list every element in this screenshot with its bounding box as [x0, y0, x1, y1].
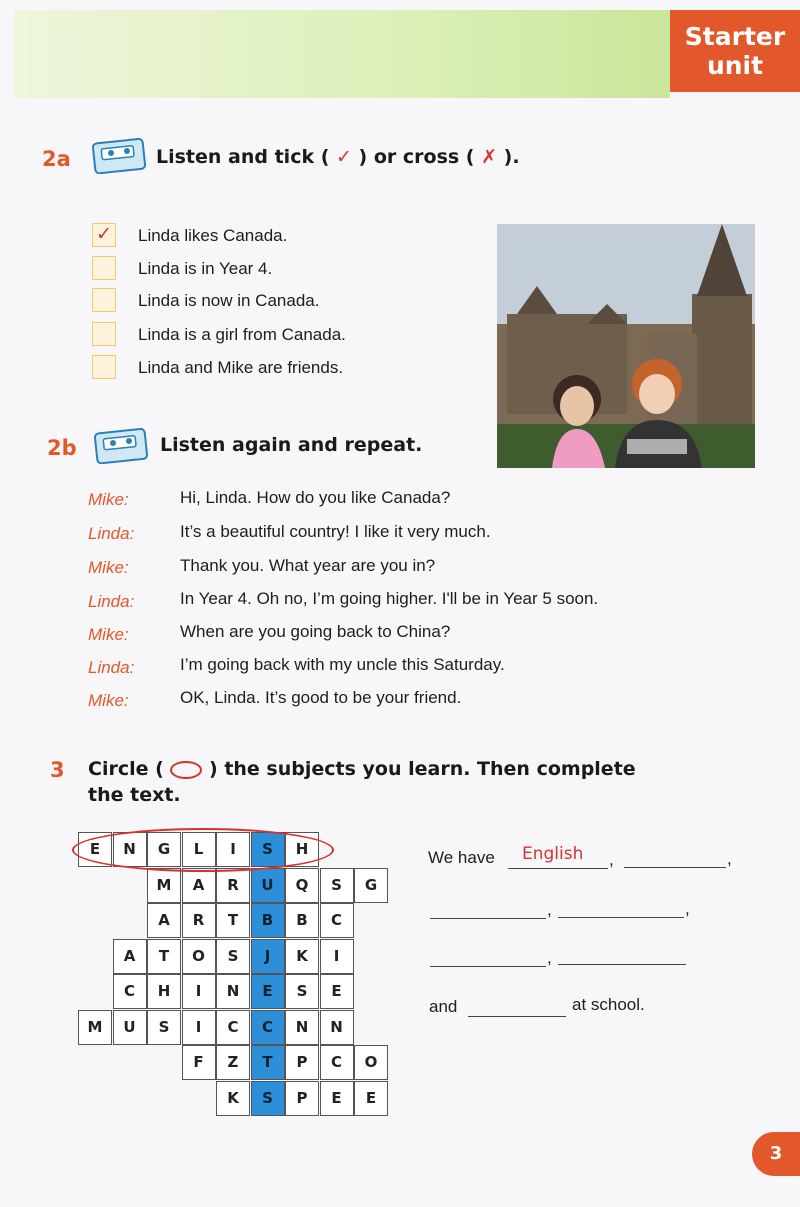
grid-cell[interactable]: G — [354, 868, 388, 903]
unit-tab — [670, 10, 800, 92]
grid-cell[interactable]: B — [285, 903, 319, 938]
answer-english: English — [522, 844, 584, 864]
cross-symbol: ✗ — [481, 146, 498, 168]
unit-tab-line1: Starter — [684, 22, 786, 51]
grid-cell[interactable]: R — [182, 903, 216, 938]
speaker-label: Linda: — [88, 658, 135, 677]
grid-cell[interactable]: C — [251, 1010, 285, 1045]
blank-line[interactable] — [624, 867, 726, 868]
blank-line[interactable] — [558, 964, 686, 965]
grid-cell[interactable]: U — [113, 1010, 147, 1045]
grid-cell[interactable]: G — [147, 832, 181, 867]
grid-cell[interactable]: N — [285, 1010, 319, 1045]
grid-cell[interactable]: P — [285, 1081, 319, 1116]
grid-cell[interactable]: E — [251, 974, 285, 1009]
grid-cell[interactable]: N — [216, 974, 250, 1009]
page-number: 3 — [752, 1132, 800, 1176]
grid-cell[interactable]: K — [285, 939, 319, 974]
grid-cell[interactable]: T — [216, 903, 250, 938]
grid-cell[interactable]: B — [251, 903, 285, 938]
fill-and: and — [429, 997, 458, 1016]
header-band — [14, 10, 670, 98]
speaker-label: Linda: — [88, 524, 135, 543]
grid-cell[interactable]: O — [182, 939, 216, 974]
fill-we-have: We have — [428, 848, 495, 867]
canada-photo — [497, 224, 755, 468]
speaker-label: Mike: — [88, 490, 129, 509]
grid-cell[interactable]: K — [216, 1081, 250, 1116]
grid-cell[interactable]: N — [113, 832, 147, 867]
dialogue-line: Thank you. What year are you in? — [180, 556, 436, 575]
grid-cell[interactable]: S — [147, 1010, 181, 1045]
fill-at-school: at school. — [572, 995, 645, 1014]
grid-cell[interactable]: Z — [216, 1045, 250, 1080]
statement-text: Linda is now in Canada. — [138, 291, 320, 310]
grid-cell[interactable]: I — [182, 1010, 216, 1045]
grid-cell[interactable]: C — [320, 1045, 354, 1080]
grid-cell[interactable]: I — [320, 939, 354, 974]
dialogue-line: OK, Linda. It’s good to be your friend. — [180, 688, 462, 707]
grid-cell[interactable]: I — [182, 974, 216, 1009]
grid-cell[interactable]: S — [216, 939, 250, 974]
grid-cell[interactable]: T — [251, 1045, 285, 1080]
grid-cell[interactable]: E — [354, 1081, 388, 1116]
grid-cell[interactable]: A — [113, 939, 147, 974]
oval-icon — [170, 761, 202, 779]
statement-text: Linda is in Year 4. — [138, 259, 273, 278]
grid-cell[interactable]: S — [320, 868, 354, 903]
grid-cell[interactable]: I — [216, 832, 250, 867]
grid-cell[interactable]: N — [320, 1010, 354, 1045]
grid-cell[interactable]: S — [251, 832, 285, 867]
grid-cell[interactable]: H — [285, 832, 319, 867]
section-2b-heading: Listen again and repeat. — [160, 434, 423, 456]
cassette-icon — [92, 138, 148, 174]
section-3-heading: Circle ( ) the subjects you learn. Then complete the text. — [88, 758, 636, 806]
tick-box[interactable] — [92, 256, 116, 280]
grid-cell[interactable]: F — [182, 1045, 216, 1080]
section-2b-number: 2b — [47, 436, 77, 460]
grid-cell[interactable]: E — [78, 832, 112, 867]
grid-cell[interactable]: T — [147, 939, 181, 974]
grid-cell[interactable]: A — [182, 868, 216, 903]
blank-line[interactable] — [430, 966, 546, 967]
blank-line[interactable] — [430, 918, 546, 919]
speaker-label: Mike: — [88, 691, 129, 710]
grid-cell[interactable]: Q — [285, 868, 319, 903]
blank-line[interactable] — [508, 868, 608, 869]
blank-line[interactable] — [558, 917, 684, 918]
tick-box[interactable] — [92, 322, 116, 346]
grid-cell[interactable]: J — [251, 939, 285, 974]
tick-box[interactable] — [92, 223, 116, 247]
dialogue-line: When are you going back to China? — [180, 622, 451, 641]
blank-line[interactable] — [468, 1016, 566, 1017]
section-3-number: 3 — [50, 758, 65, 782]
unit-tab-line2: unit — [706, 51, 764, 80]
speaker-label: Mike: — [88, 558, 129, 577]
tick-box[interactable] — [92, 355, 116, 379]
tick-box[interactable] — [92, 288, 116, 312]
grid-cell[interactable]: R — [216, 868, 250, 903]
grid-cell[interactable]: P — [285, 1045, 319, 1080]
grid-cell[interactable]: E — [320, 1081, 354, 1116]
grid-cell[interactable]: M — [147, 868, 181, 903]
statement-text: Linda and Mike are friends. — [138, 358, 344, 377]
tick-symbol: ✓ — [336, 146, 352, 168]
grid-cell[interactable]: C — [216, 1010, 250, 1045]
tick-mark: ✓ — [96, 224, 112, 245]
english-circle — [72, 828, 334, 872]
grid-cell[interactable]: A — [147, 903, 181, 938]
cassette-icon — [94, 428, 150, 464]
dialogue-line: Hi, Linda. How do you like Canada? — [180, 488, 451, 507]
section-2a-heading: Listen and tick ( ✓ ) or cross ( ✗ ). — [156, 146, 520, 168]
grid-cell[interactable]: E — [320, 974, 354, 1009]
speaker-label: Linda: — [88, 592, 135, 611]
speaker-label: Mike: — [88, 625, 129, 644]
grid-cell[interactable]: H — [147, 974, 181, 1009]
grid-cell[interactable]: U — [251, 868, 285, 903]
statement-text: Linda is a girl from Canada. — [138, 325, 346, 344]
dialogue-line: It’s a beautiful country! I like it very much. — [180, 522, 491, 541]
grid-cell[interactable]: S — [251, 1081, 285, 1116]
grid-cell[interactable]: L — [182, 832, 216, 867]
grid-cell[interactable]: C — [113, 974, 147, 1009]
grid-cell[interactable]: O — [354, 1045, 388, 1080]
dialogue-line: In Year 4. Oh no, I’m going higher. I'll be in Year 5 soon. — [180, 589, 599, 608]
section-2a-number: 2a — [42, 147, 71, 171]
grid-cell[interactable]: S — [285, 974, 319, 1009]
grid-cell[interactable]: C — [320, 903, 354, 938]
statement-text: Linda likes Canada. — [138, 226, 288, 245]
grid-cell[interactable]: M — [78, 1010, 112, 1045]
dialogue-line: I’m going back with my uncle this Saturday. — [180, 655, 505, 674]
